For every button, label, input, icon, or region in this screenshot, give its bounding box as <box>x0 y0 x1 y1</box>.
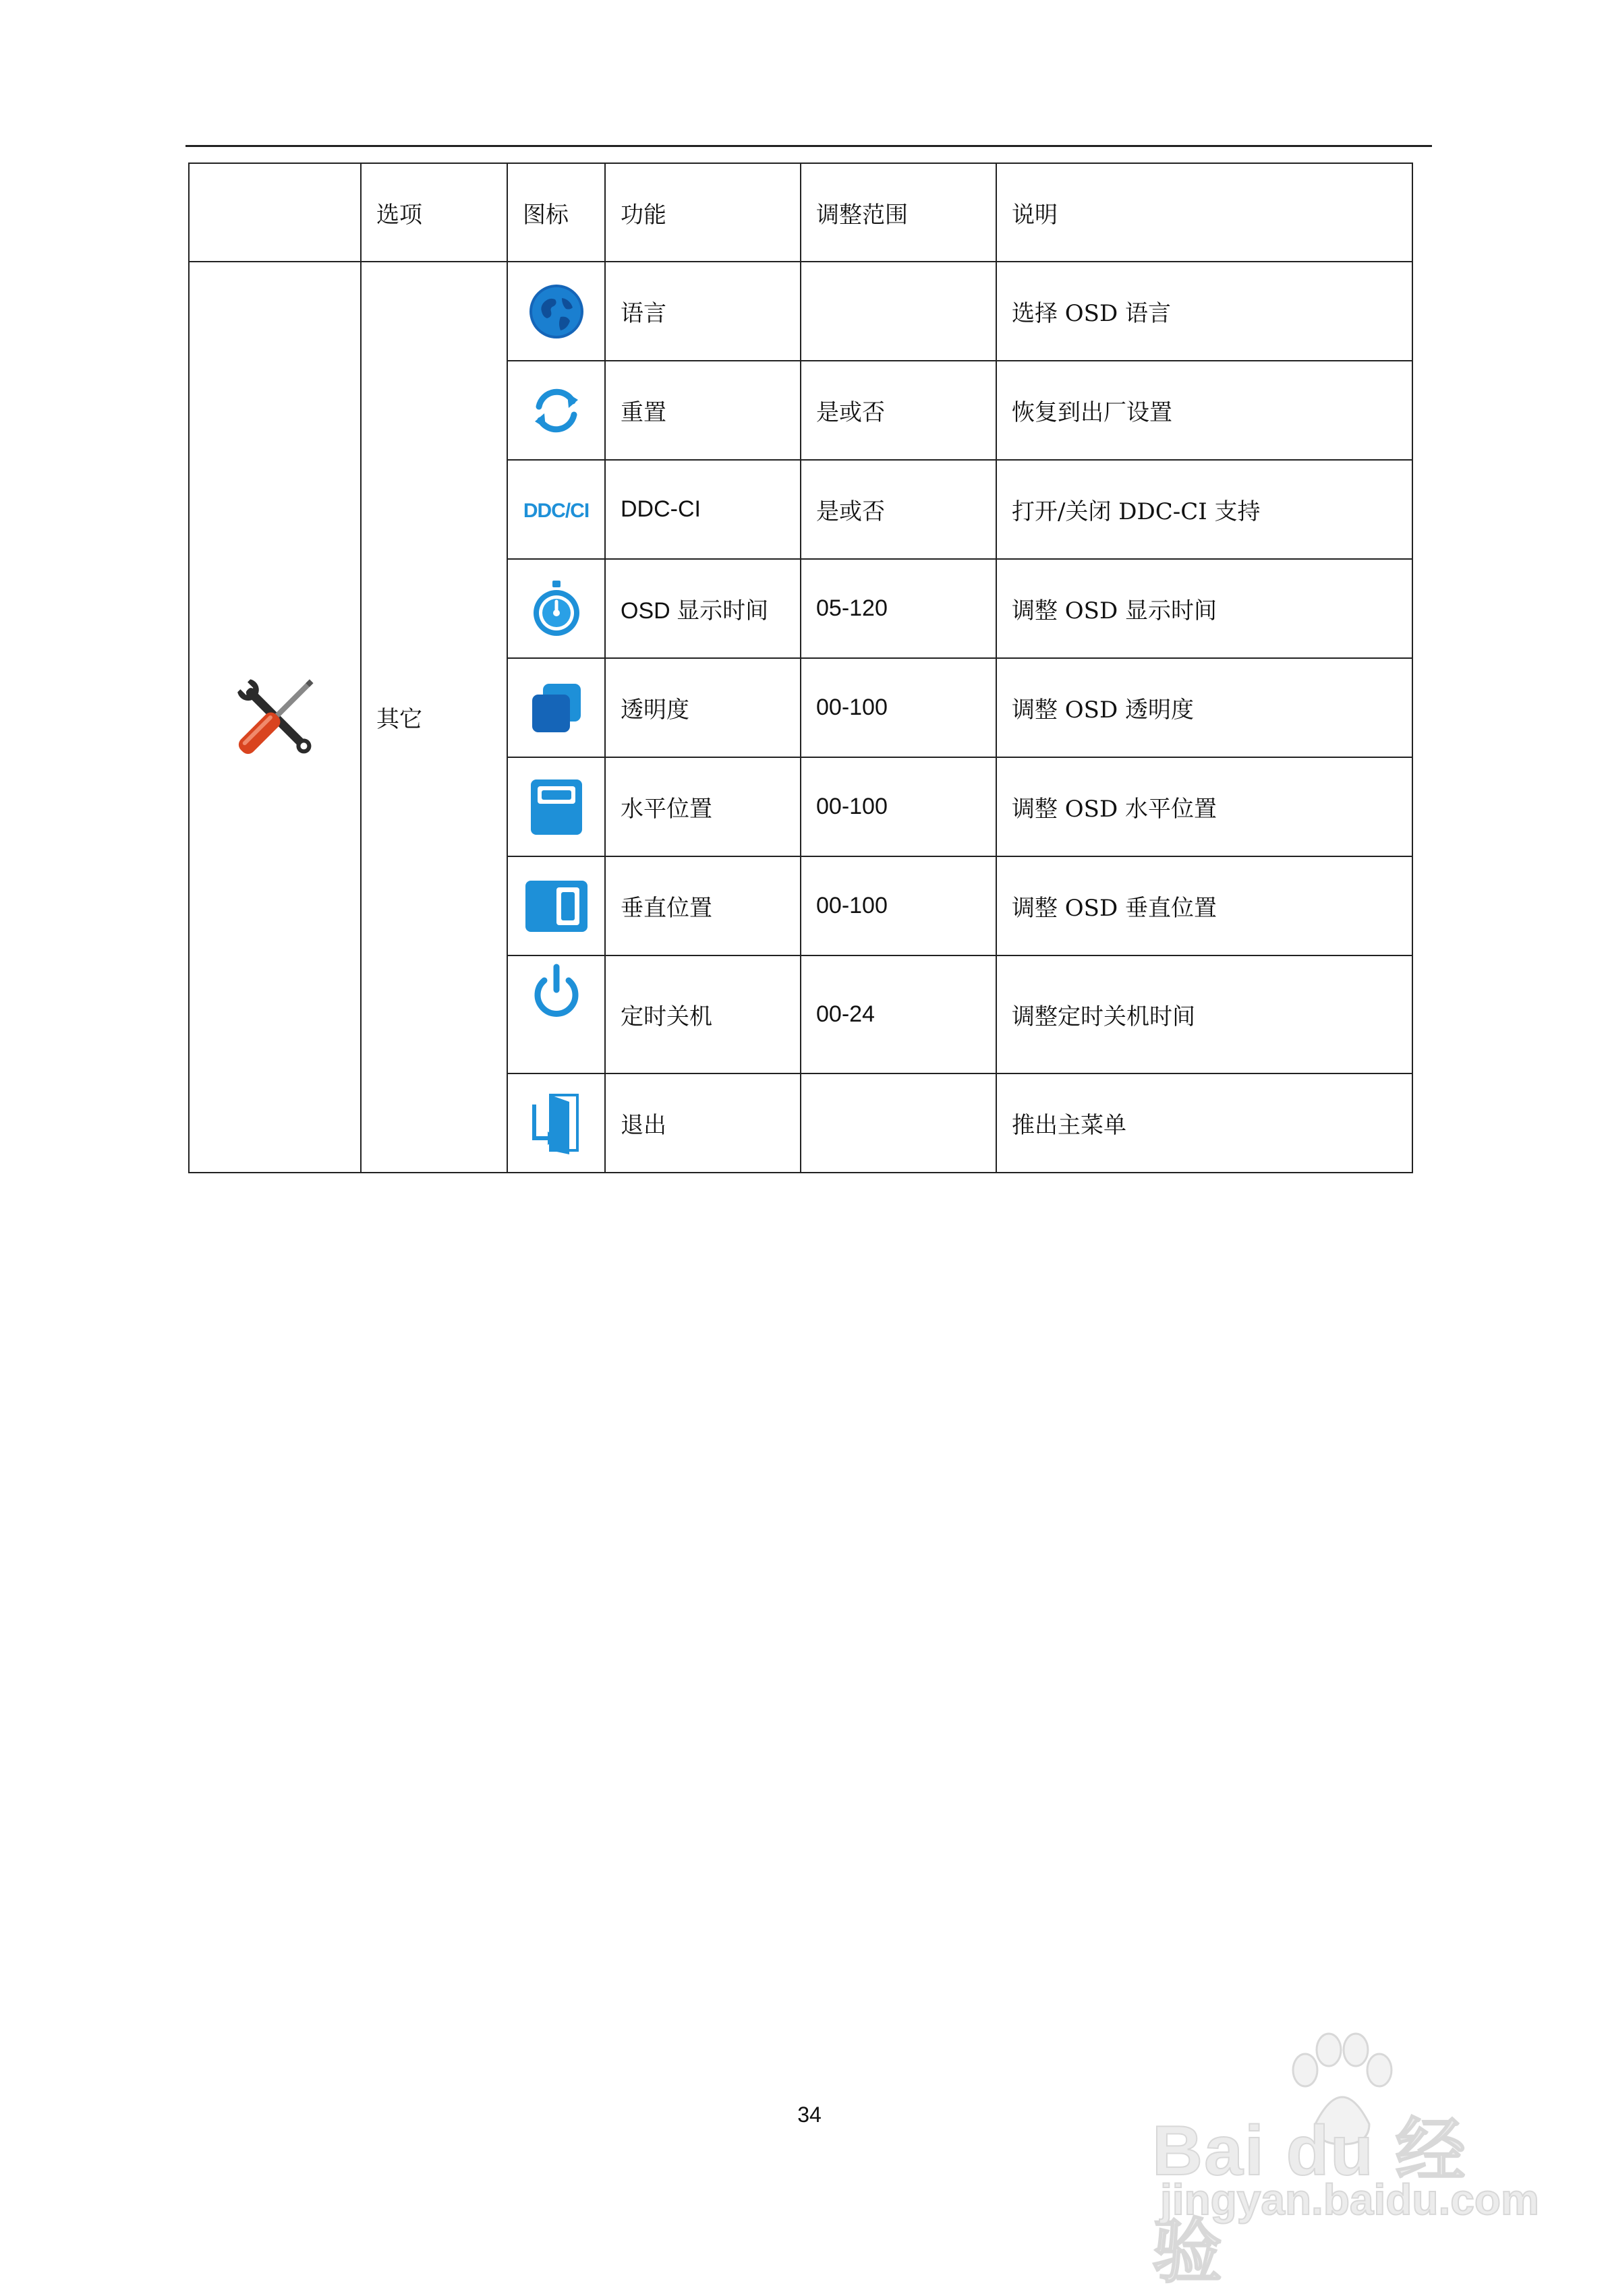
header-rule <box>185 145 1432 147</box>
watermark-url: jingyan.baidu.com <box>1160 2175 1539 2224</box>
header-cell-icon: 图标 <box>507 163 605 262</box>
function-cell: 语言 <box>605 262 801 361</box>
page-number: 34 <box>797 2102 822 2127</box>
range-cell <box>801 1073 996 1173</box>
category-icon-cell <box>189 262 361 1173</box>
osd-settings-table <box>188 163 1413 1173</box>
range-cell: 00-100 <box>801 856 996 955</box>
description-cell: 调整 OSD 水平位置 <box>996 757 1412 856</box>
option-cell: 其它 <box>361 262 507 1173</box>
function-cell: 定时关机 <box>605 955 801 1073</box>
range-cell: 00-24 <box>801 955 996 1073</box>
icon-cell <box>507 955 605 1073</box>
timer-icon <box>528 579 585 639</box>
description-cell: 选择 OSD 语言 <box>996 262 1412 361</box>
power-icon <box>529 963 583 1021</box>
v-position-icon <box>523 878 590 935</box>
header-cell-blank <box>189 163 361 262</box>
header-cell-range: 调整范围 <box>801 163 996 262</box>
header-cell-description: 说明 <box>996 163 1412 262</box>
icon-cell <box>507 658 605 757</box>
ddc-ci-icon: DDC/CI <box>523 499 590 522</box>
function-cell: 退出 <box>605 1073 801 1173</box>
icon-cell <box>507 559 605 658</box>
function-cell: OSD 显示时间 <box>605 559 801 658</box>
function-cell: 透明度 <box>605 658 801 757</box>
range-cell: 是或否 <box>801 460 996 559</box>
globe-icon <box>528 283 585 340</box>
description-cell: 调整 OSD 显示时间 <box>996 559 1412 658</box>
description-cell: 调整 OSD 透明度 <box>996 658 1412 757</box>
description-cell: 调整 OSD 垂直位置 <box>996 856 1412 955</box>
icon-cell <box>507 460 605 559</box>
h-position-icon <box>528 777 585 837</box>
range-cell: 00-100 <box>801 658 996 757</box>
header-cell-function: 功能 <box>605 163 801 262</box>
description-cell: 恢复到出厂设置 <box>996 361 1412 460</box>
transparency-icon <box>528 680 585 736</box>
function-cell: DDC-CI <box>605 460 801 559</box>
range-cell: 05-120 <box>801 559 996 658</box>
description-cell: 推出主菜单 <box>996 1073 1412 1173</box>
function-cell: 水平位置 <box>605 757 801 856</box>
baidu-watermark <box>1140 2030 1539 2291</box>
description-cell: 打开/关闭 DDC-CI 支持 <box>996 460 1412 559</box>
description-cell: 调整定时关机时间 <box>996 955 1412 1073</box>
reset-icon <box>528 382 585 439</box>
exit-icon <box>527 1091 585 1156</box>
icon-cell <box>507 1073 605 1173</box>
range-cell: 是或否 <box>801 361 996 460</box>
function-cell: 垂直位置 <box>605 856 801 955</box>
range-cell <box>801 262 996 361</box>
range-cell: 00-100 <box>801 757 996 856</box>
icon-cell <box>507 757 605 856</box>
icon-cell <box>507 856 605 955</box>
header-cell-option: 选项 <box>361 163 507 262</box>
icon-cell <box>507 262 605 361</box>
watermark-main-text: Bai du 经验 <box>1152 2112 1467 2291</box>
function-cell: 重置 <box>605 361 801 460</box>
table-header-row <box>189 163 1412 262</box>
icon-cell <box>507 361 605 460</box>
tools-icon <box>218 664 333 771</box>
table-row <box>189 262 1412 361</box>
